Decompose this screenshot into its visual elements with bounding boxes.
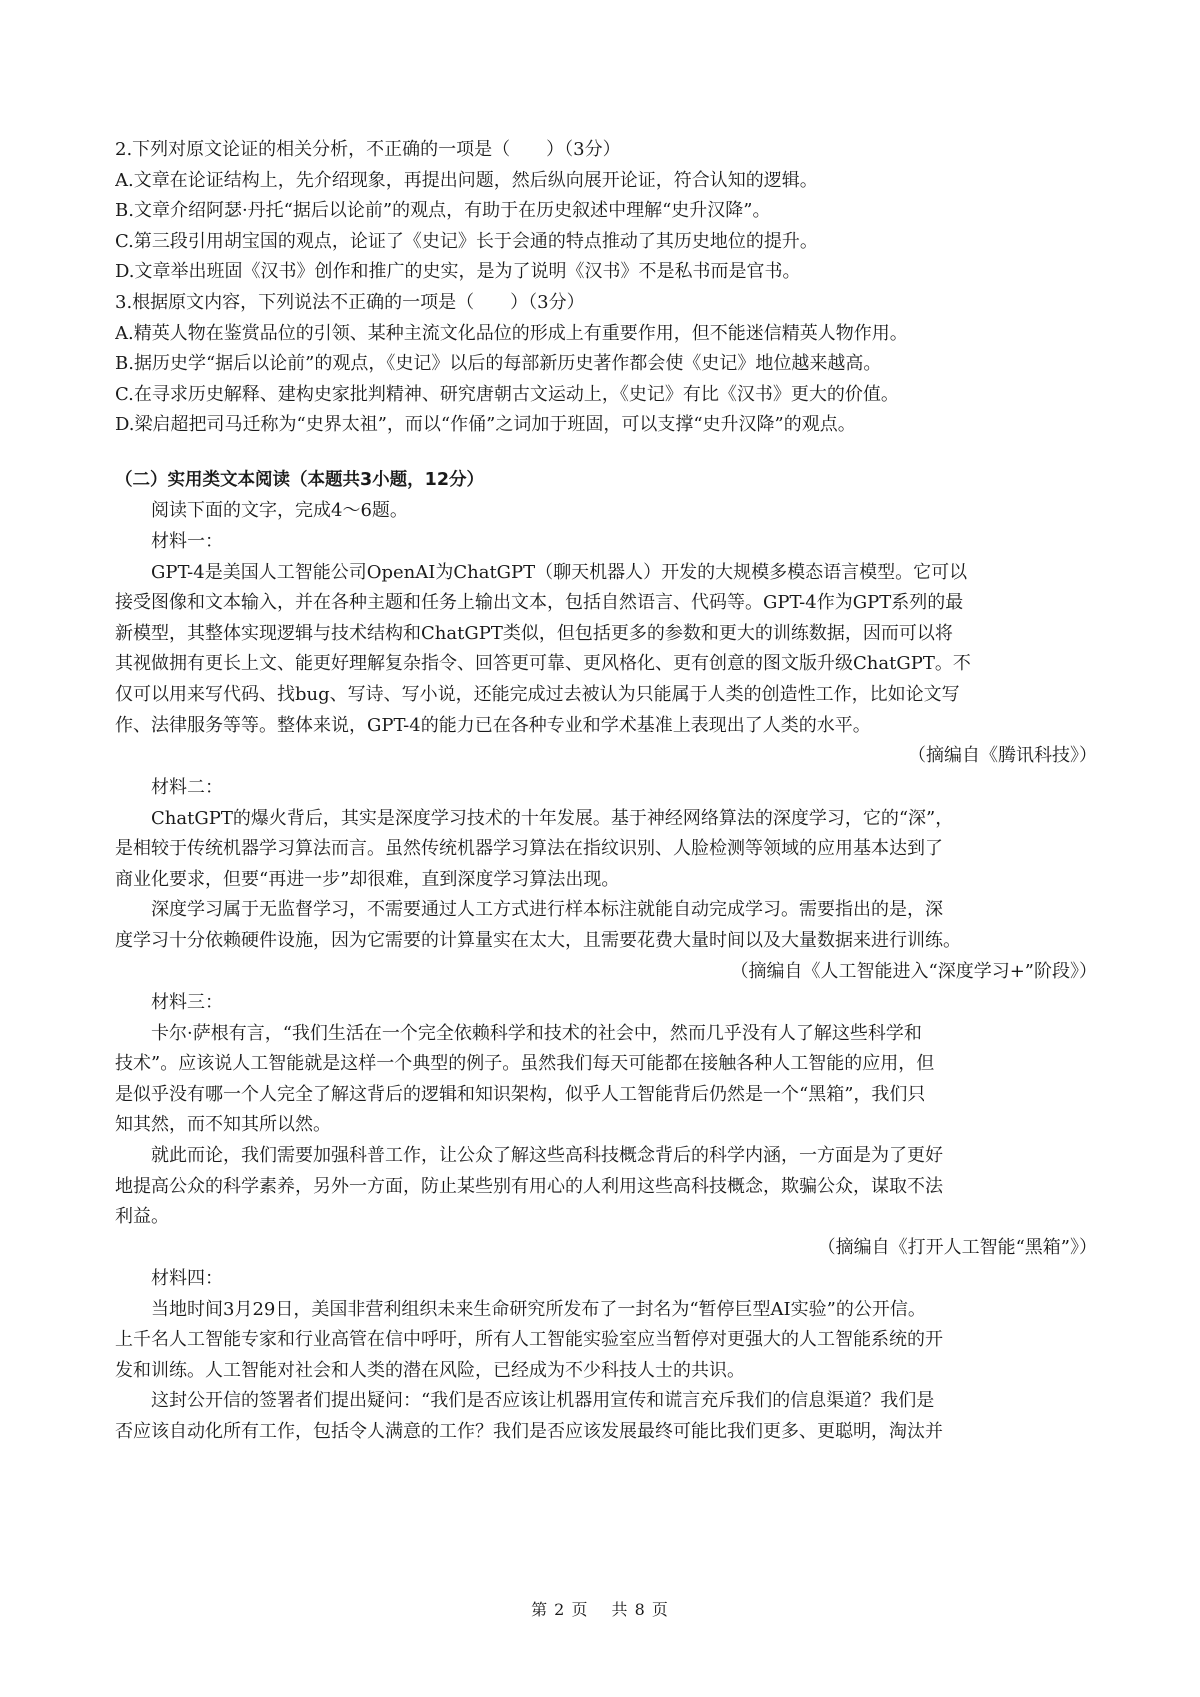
material-3-line: 卡尔·萨根有言，“我们生活在一个完全依赖科学和技术的社会中，然而几乎没有人了解这些科学和	[151, 1022, 922, 1044]
material-3-title: 材料三：	[151, 992, 223, 1013]
material-3-line: 地提高公众的科学素养，另外一方面，防止某些别有用心的人利用这些高科技概念，欺骗公众，谋取不法	[115, 1175, 943, 1197]
material-1-title: 材料一：	[151, 531, 223, 552]
section-instruction: 阅读下面的文字，完成4～6题。	[151, 499, 408, 521]
material-3-line: 就此而论，我们需要加强科普工作，让公众了解这些高科技概念背后的科学内涵，一方面是为了更好	[151, 1144, 943, 1166]
question-2-option-b: B.文章介绍阿瑟·丹托“据后以论前”的观点，有助于在历史叙述中理解“史升汉降”。	[115, 200, 771, 222]
material-2-line: 商业化要求，但要“再进一步”却很难，直到深度学习算法出现。	[115, 868, 620, 890]
material-1-line: 作、法律服务等等。整体来说，GPT-4的能力已在各种专业和学术基准上表现出了人类的水平。	[115, 714, 871, 736]
question-2-option-c: C.第三段引用胡宝国的观点，论证了《史记》长于会通的特点推动了其历史地位的提升。	[115, 230, 818, 252]
material-4-line: 否应该自动化所有工作，包括令人满意的工作？我们是否应该发展最终可能比我们更多、更聪明，淘汰并	[115, 1420, 943, 1442]
material-1-source: （摘编自《腾讯科技》）	[908, 745, 1097, 767]
material-4-line: 发和训练。人工智能对社会和人类的潜在风险，已经成为不少科技人士的共识。	[115, 1359, 745, 1381]
material-1-line: 其视做拥有更长上文、能更好理解复杂指令、回答更可靠、更风格化、更有创意的图文版升级ChatGPT。不	[115, 653, 971, 675]
material-4-line: 上千名人工智能专家和行业高管在信中呼吁，所有人工智能实验室应当暂停对更强大的人工智能系统的开	[115, 1329, 943, 1351]
question-3-option-a: A.精英人物在鉴赏品位的引领、某种主流文化品位的形成上有重要作用，但不能迷信精英人物作用。	[115, 322, 908, 344]
material-2-title: 材料二：	[151, 777, 223, 798]
material-4-line: 这封公开信的签署者们提出疑问：“我们是否应该让机器用宣传和谎言充斥我们的信息渠道？我们是	[151, 1390, 935, 1412]
material-1-line: 新模型，其整体实现逻辑与技术结构和ChatGPT类似，但包括更多的参数和更大的训练数据，因而可以将	[115, 622, 953, 644]
material-2-source: （摘编自《人工智能进入“深度学习+”阶段》）	[730, 960, 1097, 982]
material-3-line: 知其然，而不知其所以然。	[115, 1114, 331, 1136]
question-2-option-a: A.文章在论证结构上，先介绍现象，再提出问题，然后纵向展开论证，符合认知的逻辑。	[115, 169, 818, 191]
question-2-option-d: D.文章举出班固《汉书》创作和推广的史实，是为了说明《汉书》不是私书而是官书。	[115, 261, 801, 283]
question-2-stem: 2.下列对原文论证的相关分析，不正确的一项是（ ）（3分）	[115, 139, 621, 160]
section-heading: （二）实用类文本阅读（本题共3小题，12分）	[115, 470, 485, 490]
material-2-line: ChatGPT的爆火背后，其实是深度学习技术的十年发展。基于神经网络算法的深度学习，它的“深”，	[151, 807, 954, 829]
question-3-option-d: D.梁启超把司马迁称为“史界太祖”，而以“作俑”之词加于班固，可以支撑“史升汉降”的观点。	[115, 414, 856, 436]
material-2	[115, 773, 1105, 987]
material-3-line: 技术”。应该说人工智能就是这样一个典型的例子。虽然我们每天可能都在接触各种人工智能的应用，但	[115, 1053, 935, 1075]
material-1	[115, 527, 1105, 772]
page-footer: 第 2 页 共 8 页	[531, 1600, 669, 1619]
material-2-line: 度学习十分依赖硬件设施，因为它需要的计算量实在太大，且需要花费大量时间以及大量数据来进行训练。	[115, 929, 961, 951]
material-1-line: 接受图像和文本输入，并在各种主题和任务上输出文本，包括自然语言、代码等。GPT-4作为GPT系列的最	[115, 592, 964, 614]
material-3-line: 利益。	[115, 1206, 169, 1228]
material-4	[115, 1264, 1105, 1448]
material-2-line: 深度学习属于无监督学习，不需要通过人工方式进行样本标注就能自动完成学习。需要指出的是，深	[151, 899, 943, 921]
question-3	[115, 288, 1105, 441]
question-2	[115, 135, 1105, 288]
material-1-line: GPT-4是美国人工智能公司OpenAI为ChatGPT（聊天机器人）开发的大规模多模态语言模型。它可以	[151, 561, 968, 583]
material-2-line: 是相较于传统机器学习算法而言。虽然传统机器学习算法在指纹识别、人脸检测等领域的应用基本达到了	[115, 838, 943, 860]
section-2	[115, 465, 1105, 526]
material-4-title: 材料四：	[151, 1268, 223, 1289]
question-3-stem: 3.根据原文内容，下列说法不正确的一项是（ ）（3分）	[115, 292, 585, 313]
material-4-line: 当地时间3月29日，美国非营利组织未来生命研究所发布了一封名为“暂停巨型AI实验”的公开信。	[151, 1298, 926, 1320]
material-3-source: （摘编自《打开人工智能“黑箱”》）	[817, 1236, 1097, 1258]
material-3	[115, 988, 1105, 1263]
question-3-option-b: B.据历史学“据后以论前”的观点，《史记》以后的每部新历史著作都会使《史记》地位越来越高。	[115, 353, 882, 375]
material-1-line: 仅可以用来写代码、找bug、写诗、写小说，还能完成过去被认为只能属于人类的创造性工作，比如论文写	[115, 683, 960, 705]
question-3-option-c: C.在寻求历史解释、建构史家批判精神、研究唐朝古文运动上，《史记》有比《汉书》更大的价值。	[115, 383, 899, 405]
material-3-line: 是似乎没有哪一个人完全了解这背后的逻辑和知识架构，似乎人工智能背后仍然是一个“黑箱”，我们只	[115, 1083, 926, 1105]
